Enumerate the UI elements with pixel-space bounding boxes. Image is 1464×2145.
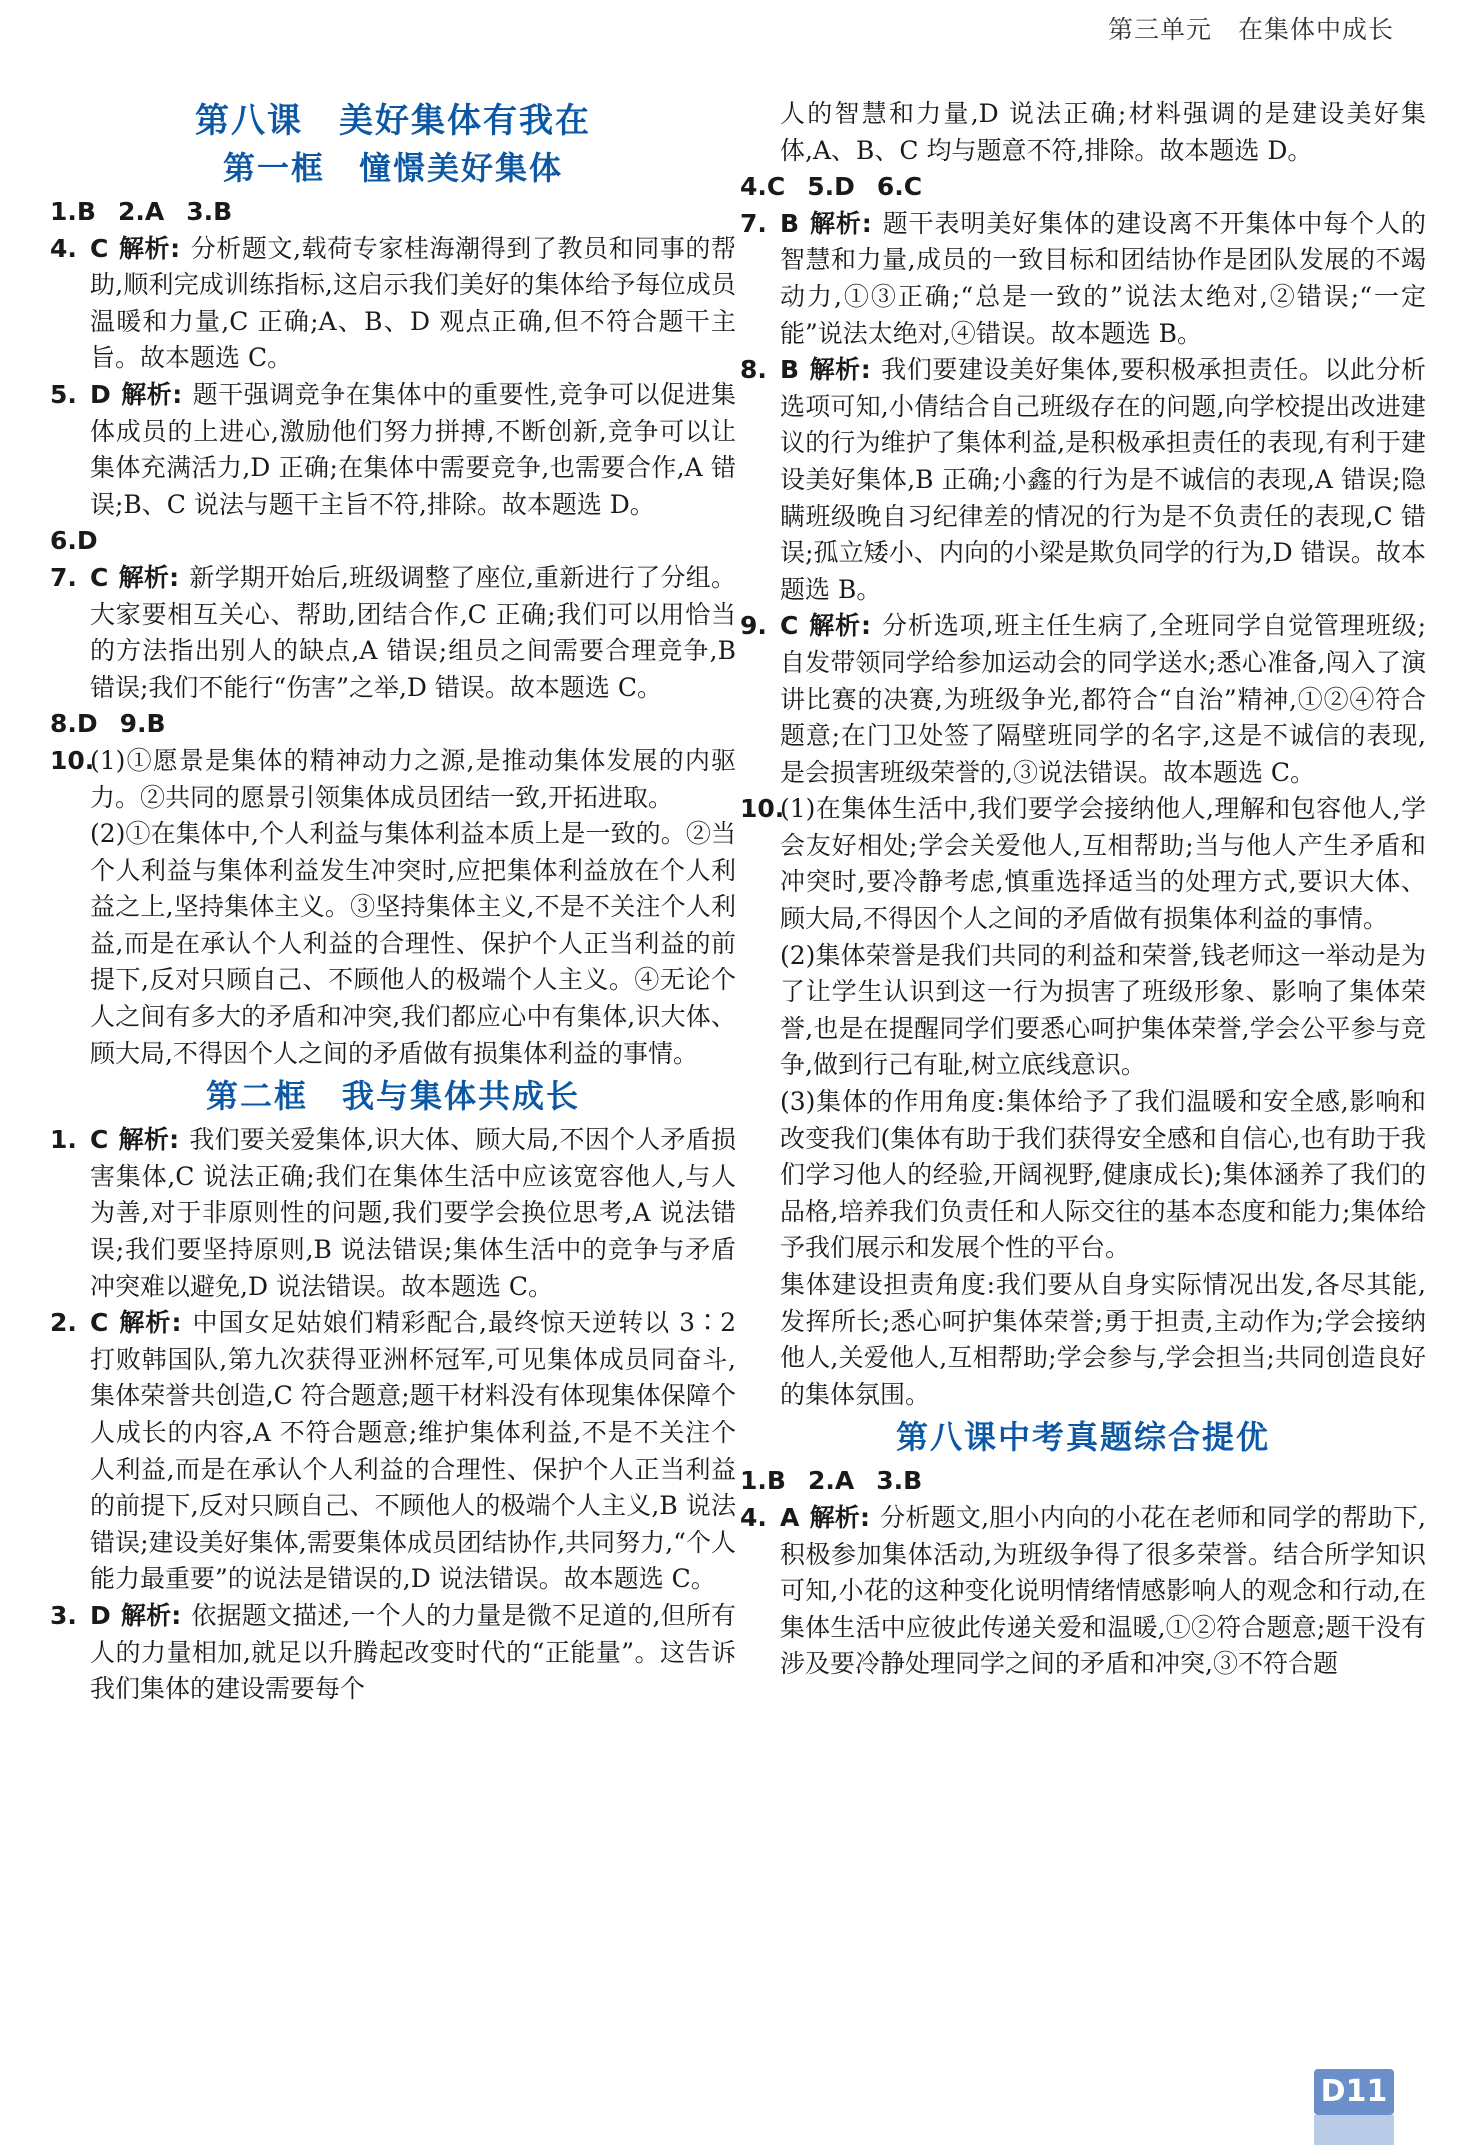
explanation: 分析题文,载荷专家桂海潮得到了教员和同事的帮助,顺利完成训练指标,这启示我们美好的集体给予每位成员温暖和力量,C 正确;A、B、D 观点正确,但不符合题干主旨。故本题选 C。	[90, 233, 736, 373]
answer: 2.A	[117, 197, 165, 226]
explanation: 我们要关爱集体,识大体、顾大局,不因个人矛盾损害集体,C 说法正确;我们在集体生活中应该宽容他人,与人为善,对于非原则性的问题,我们要学会换位思考,A 说法错误;我们要坚持原则,B 说法错误;集体生活中的竞争与矛盾冲突难以避免,D 说法错误。故本题选 C。	[90, 1125, 736, 1301]
sub-answer: (1)①愿景是集体的精神动力之源,是推动集体发展的内驱力。②共同的愿景引领集体成员团结一致,开拓进取。	[90, 745, 736, 812]
explanation: 新学期开始后,班级调整了座位,重新进行了分组。大家要相互关心、帮助,团结合作,C 正确;我们可以用恰当的方法指出别人的缺点,A 错误;组员之间需要合理竞争,B 错误;我们不能行“伤害”之举,D 错误。故本题选 C。	[90, 562, 736, 702]
answer-item: 4. A 解析: 分析题文,胆小内向的小花在老师和同学的帮助下,积极参加集体活动,为班级争得了很多荣誉。结合所学知识可知,小花的这种变化说明情绪情感影响人的观念和行动,在集体生活中应彼此传递关爱和温暖,①②符合题意;题干没有涉及要冷静处理同学之间的矛盾和冲突,③不符合题	[740, 1502, 1426, 1679]
lesson-title: 第八课 美好集体有我在	[195, 101, 591, 141]
explanation: 中国女足姑娘们精彩配合,最终惊天逆转以 3∶2 打败韩国队,第九次获得亚洲杯冠军,可见集体成员同奋斗,集体荣誉共创造,C 符合题意;题干材料没有体现集体保障个人成长的内容,A 不符合题意;维护集体利益,不是不关注个人利益,而是在承认个人利益的合理性、保护个人正当利益的前提下,反对只顾自己、不顾他人的极端个人主义,B 说法错误;建设美好集体,需要集体成员团结协作,共同努力,“个人能力最重要”的说法是错误的,D 说法错误。故本题选 C。	[90, 1308, 736, 1594]
right-column	[740, 96, 1426, 1683]
section3-title: 第八课中考真题综合提优	[895, 1418, 1270, 1457]
page-tab-strip	[1314, 2115, 1394, 2145]
answer-item-continued	[740, 96, 1426, 169]
explanation: 分析选项,班主任生病了,全班同学自觉管理班级;自发带领同学给参加运动会的同学送水;悉心准备,闯入了演讲比赛的决赛,为班级争光,都符合“自治”精神,①②④符合题意;在门卫处签了隔壁班同学的名字,这是不诚信的表现,是会损害班级荣誉的,③说法错误。故本题选 C。	[780, 611, 1427, 787]
explanation: 依据题文描述,一个人的力量是微不足道的,但所有人的力量相加,就足以升腾起改变时代的“正能量”。这告诉我们集体的建设需要每个	[90, 1600, 736, 1704]
page-header	[1108, 10, 1394, 46]
answer-item: 7. B 解析: 题干表明美好集体的建设离不开集体中每个人的智慧和力量,成员的一致目标和团结协作是团队发展的不竭动力,①③正确;“总是一致的”说法太绝对,②错误;“一定能”说法太绝对,④错误。故本题选 B。	[740, 208, 1426, 348]
answer-item: 9. C 解析: 分析选项,班主任生病了,全班同学自觉管理班级;自发带领同学给参加运动会的同学送水;悉心准备,闯入了演讲比赛的决赛,为班级争光,都符合“自治”精神,①②④符合题意;在门卫处签了隔壁班同学的名字,这是不诚信的表现,是会损害班级荣誉的,③说法错误。故本题选 C。	[740, 611, 1427, 787]
answer-item: 10. (1)①愿景是集体的精神动力之源,是推动集体发展的内驱力。②共同的愿景引领集体成员团结一致,开拓进取。 (2)①在集体中,个人利益与集体利益本质上是一致的。②当个人利益与集体利益发生冲突时,应把集体利益放在个人利益之上,坚持集体主义。③坚持集体主义,不是不关注个人利益,而是在承认个人利益的合理性、保护个人正当利益的前提下,反对只顾自己、不顾他人的极端个人主义。④无论个人之间有多大的矛盾和冲突,我们都应心中有集体,识大体、顾大局,不得因个人之间的矛盾做有损集体利益的事情。	[50, 743, 736, 1072]
answer: 6.D	[50, 526, 98, 556]
explanation: 题干强调竞争在集体中的重要性,竞争可以促进集体成员的上进心,激励他们努力拼搏,不断创新,竞争可以让集体充满活力,D 正确;在集体中需要竞争,也需要合作,A 错误;B、C 说法与题干主旨不符,排除。故本题选 D。	[90, 379, 737, 519]
section2-title: 第二框 我与集体共成长	[205, 1077, 580, 1116]
sub-answer: (1)在集体生活中,我们要学会接纳他人,理解和包容他人,学会友好相处;学会关爱他人,互相帮助;当与他人产生矛盾和冲突时,要冷静考虑,慎重选择适当的处理方式,要识大体、顾大局,不得因个人之间的矛盾做有损集体利益的事情。	[780, 794, 1426, 934]
answer: 3.B	[186, 197, 233, 226]
answer: 5.D	[807, 172, 855, 202]
answer-item: 1. C 解析: 我们要关爱集体,识大体、顾大局,不因个人矛盾损害集体,C 说法正确;我们在集体生活中应该宽容他人,与人为善,对于非原则性的问题,我们要学会换位思考,A 说法错误;我们要坚持原则,B 说法错误;集体生活中的竞争与矛盾冲突难以避免,D 说法错误。故本题选 C。	[50, 1125, 736, 1301]
answer: 1.B	[50, 197, 96, 226]
sub-answer: (3)集体的作用角度:集体给予了我们温暖和安全感,影响和改变我们(集体有助于我们获得安全感和自信心,也有助于我们学习他人的经验,开阔视野,健康成长);集体涵养了我们的品格,培养我们负责任和人际交往的基本态度和能力;集体给予我们展示和发展个性的平台。	[780, 1087, 1426, 1263]
answer: 8.D	[50, 709, 98, 739]
sub-answer: 集体建设担责角度:我们要从自身实际情况出发,各尽其能,发挥所长;悉心呵护集体荣誉;勇于担责,主动作为;学会接纳他人,关爱他人,互相帮助;学会参与,学会担当;共同创造良好的集体氛围。	[780, 1270, 1426, 1409]
answer-item: 10. (1)在集体生活中,我们要学会接纳他人,理解和包容他人,学会友好相处;学会关爱他人,互相帮助;当与他人产生矛盾和冲突时,要冷静考虑,慎重选择适当的处理方式,要识大体、顾大局,不得因个人之间的矛盾做有损集体利益的事情。 (2)集体荣誉是我们共同的利益和荣誉,钱老师这一举动是为了让学生认识到这一行为损害了班级形象、影响了集体荣誉,也是在提醒同学们要悉心呵护集体荣誉,学会公平参与竞争,做到行己有耻,树立底线意识。 (3)集体的作用角度:集体给予了我们温暖和安全感,影响和改变我们(集体有助于我们获得安全感和自信心,也有助于我们学习他人的经验,开阔视野,健康成长);集体涵养了我们的品格,培养我们负责任和人际交往的基本态度和能力;集体给予我们展示和发展个性的平台。 集体建设担责角度:我们要从自身实际情况出发,各尽其能,发挥所长;悉心呵护集体荣誉;勇于担责,主动作为;学会接纳他人,关爱他人,互相帮助;学会参与,学会担当;共同创造良好的集体氛围。	[740, 791, 1426, 1413]
header-unit: 第三单元	[1107, 15, 1212, 44]
explanation: 我们要建设美好集体,要积极承担责任。以此分析选项可知,小倩结合自己班级存在的问题,向学校提出改进建议的行为维护了集体利益,是积极承担责任的表现,有利于建设美好集体,B 正确;小鑫的行为是不诚信的表现,A 错误;隐瞒班级晚自习纪律差的情况的行为是不负责任的表现,C 错误;孤立矮小、内向的小梁是欺负同学的行为,D 错误。故本题选 B。	[780, 355, 1427, 604]
short-answers	[50, 194, 736, 231]
explanation: 人的智慧和力量,D 说法正确;材料强调的是建设美好集体,A、B、C 均与题意不符,排除。故本题选 D。	[780, 99, 1426, 165]
header-topic: 在集体中成长	[1237, 15, 1394, 44]
answer: 1.B	[740, 1466, 786, 1496]
answer-item: 8. B 解析: 我们要建设美好集体,要积极承担责任。以此分析选项可知,小倩结合自己班级存在的问题,向学校提出改进建议的行为维护了集体利益,是积极承担责任的表现,有利于建设美好集体,B 正确;小鑫的行为是不诚信的表现,A 错误;隐瞒班级晚自习纪律差的情况的行为是不负责任的表现,C 错误;孤立矮小、内向的小梁是欺负同学的行为,D 错误。故本题选 B。	[740, 355, 1427, 604]
short-answers	[50, 706, 736, 743]
answer-item: 5. D 解析: 题干强调竞争在集体中的重要性,竞争可以促进集体成员的上进心,激励他们努力拼搏,不断创新,竞争可以让集体充满活力,D 正确;在集体中需要竞争,也需要合作,A 错误;B、C 说法与题干主旨不符,排除。故本题选 D。	[50, 379, 737, 519]
sub-answer: (2)集体荣誉是我们共同的利益和荣誉,钱老师这一举动是为了让学生认识到这一行为损害了班级形象、影响了集体荣誉,也是在提醒同学们要悉心呵护集体荣誉,学会公平参与竞争,做到行己有耻,树立底线意识。	[780, 940, 1426, 1080]
answer: 9.B	[119, 709, 166, 739]
explanation: 分析题文,胆小内向的小花在老师和同学的帮助下,积极参加集体活动,为班级争得了很多荣誉。结合所学知识可知,小花的这种变化说明情绪情感影响人的观念和行动,在集体生活中应彼此传递关爱和温暖,①②符合题意;题干没有涉及要冷静处理同学之间的矛盾和冲突,③不符合题	[780, 1502, 1426, 1679]
answer-item: 7. C 解析: 新学期开始后,班级调整了座位,重新进行了分组。大家要相互关心、帮助,团结合作,C 正确;我们可以用恰当的方法指出别人的缺点,A 错误;组员之间需要合理竞争,B 错误;我们不能行“伤害”之举,D 错误。故本题选 C。	[50, 562, 736, 702]
short-answers	[740, 169, 1426, 206]
section1-title: 第一框 憧憬美好集体	[222, 149, 563, 187]
answer: 6.C	[876, 172, 923, 202]
answer: 3.B	[876, 1466, 923, 1496]
left-column	[50, 98, 736, 1708]
answer-item: 2. C 解析: 中国女足姑娘们精彩配合,最终惊天逆转以 3∶2 打败韩国队,第九次获得亚洲杯冠军,可见集体成员同奋斗,集体荣誉共创造,C 符合题意;题干材料没有体现集体保障个人成长的内容,A 不符合题意;维护集体利益,不是不关注个人利益,而是在承认个人利益的合理性、保护个人正当利益的前提下,反对只顾自己、不顾他人的极端个人主义,B 说法错误;建设美好集体,需要集体成员团结协作,共同努力,“个人能力最重要”的说法是错误的,D 说法错误。故本题选 C。	[50, 1308, 736, 1594]
sub-answer: (2)①在集体中,个人利益与集体利益本质上是一致的。②当个人利益与集体利益发生冲突时,应把集体利益放在个人利益之上,坚持集体主义。③坚持集体主义,不是不关注个人利益,而是在承认个人利益的合理性、保护个人正当利益的前提下,反对只顾自己、不顾他人的极端个人主义。④无论个人之间有多大的矛盾和冲突,我们都应心中有集体,识大体、顾大局,不得因个人之间的矛盾做有损集体利益的事情。	[90, 819, 736, 1068]
short-answers	[50, 523, 736, 560]
answer: 2.A	[807, 1466, 855, 1496]
answer-item: 3. D 解析: 依据题文描述,一个人的力量是微不足道的,但所有人的力量相加,就足以升腾起改变时代的“正能量”。这告诉我们集体的建设需要每个	[50, 1600, 736, 1704]
short-answers	[740, 1463, 1426, 1500]
answer: 4.C	[740, 172, 786, 202]
answer-item: 4. C 解析: 分析题文,载荷专家桂海潮得到了教员和同事的帮助,顺利完成训练指标,这启示我们美好的集体给予每位成员温暖和力量,C 正确;A、B、D 观点正确,但不符合题干主旨。故本题选 C。	[50, 233, 736, 373]
explanation: 题干表明美好集体的建设离不开集体中每个人的智慧和力量,成员的一致目标和团结协作是团队发展的不竭动力,①③正确;“总是一致的”说法太绝对,②错误;“一定能”说法太绝对,④错误。故本题选 B。	[780, 208, 1426, 348]
page-number: D11	[1314, 2069, 1394, 2115]
